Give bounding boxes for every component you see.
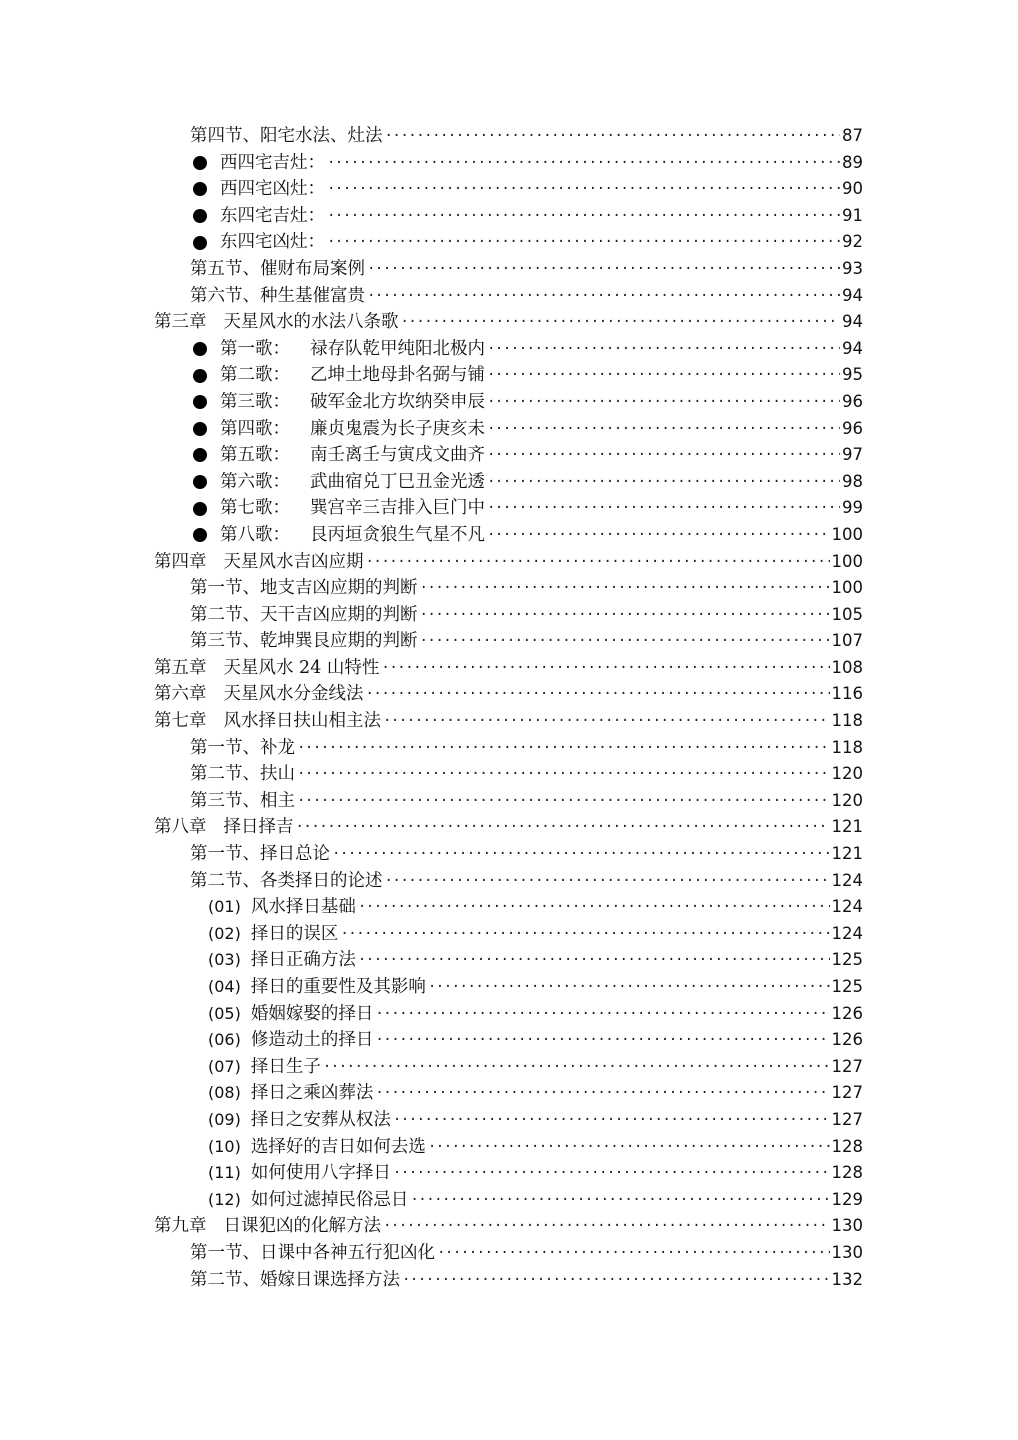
toc-entry-page: 124 (831, 870, 863, 890)
bullet-icon (193, 156, 207, 170)
dot-leader (402, 1267, 830, 1294)
toc-entry-label: 第六歌： (220, 471, 290, 492)
toc-entry-label: 第一歌： (220, 338, 290, 359)
toc-entry (0, 735, 1018, 762)
toc-entry-title: 第二节、扶山 (190, 764, 295, 785)
toc-entry (0, 309, 1018, 336)
toc-entry (0, 229, 1018, 256)
dot-leader (358, 894, 830, 921)
toc-entry-title: 修造动土的择日 (250, 1030, 374, 1051)
toc-entry-title: 西四宅凶灶： (220, 179, 325, 200)
dot-leader (381, 655, 829, 682)
toc-entry (0, 1001, 1018, 1028)
toc-entry (0, 389, 1018, 416)
toc-entry (0, 894, 1018, 921)
dot-leader (393, 1160, 830, 1187)
dot-leader (367, 256, 840, 283)
toc-entry-title: 禄存队乾甲纯阳北极内 (310, 338, 485, 359)
toc-entry (0, 256, 1018, 283)
toc-entry-page: 118 (831, 711, 863, 731)
bullet-icon (193, 395, 207, 409)
toc-entry-page: 107 (831, 631, 863, 651)
toc-entry-page: 132 (831, 1269, 863, 1289)
toc-entry (0, 974, 1018, 1001)
toc-entry (0, 176, 1018, 203)
toc-entry-page: 121 (831, 817, 863, 837)
toc-entry-label: 第九章 (154, 1216, 207, 1237)
dot-leader (340, 921, 829, 948)
toc-entry-page: 105 (831, 604, 863, 624)
toc-entry-title: 第二节、各类择日的论述 (190, 870, 383, 891)
dot-leader (487, 469, 840, 496)
toc-entry-page: 98 (842, 471, 863, 491)
toc-entry (0, 1107, 1018, 1134)
toc-entry-title: 第一节、日课中各神五行犯凶化 (190, 1242, 435, 1263)
toc-entry-title: 第二节、天干吉凶应期的判断 (190, 604, 418, 625)
toc-entry-page: 87 (842, 126, 863, 145)
dot-leader (428, 1134, 830, 1161)
toc-entry-page: 90 (842, 179, 863, 199)
toc-entry-title: 择日之乘凶葬法 (250, 1083, 374, 1104)
toc-entry (0, 495, 1018, 522)
toc-entry-label: 第六章 (154, 684, 207, 705)
dot-leader (410, 1187, 829, 1214)
toc-entry (0, 921, 1018, 948)
toc-entry-page: 94 (842, 285, 863, 305)
toc-entry-page: 96 (842, 391, 863, 411)
toc-entry-title: 择日生子 (250, 1056, 321, 1077)
toc-entry (0, 1213, 1018, 1240)
toc-entry (0, 150, 1018, 177)
toc-entry-page: 120 (831, 764, 863, 784)
toc-entry (0, 1240, 1018, 1267)
toc-entry-page: 97 (842, 445, 863, 465)
toc-entry (0, 681, 1018, 708)
toc-entry-title: 天星风水分金线法 (223, 684, 364, 705)
toc-entry-page: 124 (831, 923, 863, 943)
toc-entry-page: 127 (831, 1083, 863, 1103)
toc-entry-title: 第一节、择日总论 (190, 844, 330, 865)
dot-leader (420, 575, 830, 602)
toc-entry-label: 第二歌： (220, 365, 290, 386)
dot-leader (327, 229, 840, 256)
toc-entry (0, 203, 1018, 230)
toc-entry-number: (06) (208, 1030, 241, 1050)
bullet-icon (193, 502, 207, 516)
dot-leader (393, 1107, 830, 1134)
toc-entry-page: 93 (842, 258, 863, 278)
toc-entry-page: 125 (831, 950, 863, 970)
dot-leader (375, 1027, 829, 1054)
toc-entry (0, 628, 1018, 655)
toc-entry-label: 第五歌： (220, 445, 290, 466)
toc-entry-page: 95 (842, 365, 863, 385)
dot-leader (332, 841, 830, 868)
toc-entry-title: 第三节、乾坤巽艮应期的判断 (190, 631, 418, 652)
toc-entry-title: 择日择吉 (223, 817, 294, 838)
toc-entry (0, 1267, 1018, 1294)
toc-entry (0, 602, 1018, 629)
toc-entry (0, 416, 1018, 443)
toc-entry-title: 破军金北方坎纳癸申辰 (310, 391, 485, 412)
bullet-icon (193, 369, 207, 383)
toc-entry-title: 如何过滤掉民俗忌日 (250, 1189, 409, 1210)
toc-entry (0, 1054, 1018, 1081)
dot-leader (323, 1054, 830, 1081)
toc-entry-title: 第五节、催财布局案例 (190, 258, 365, 279)
bullet-icon (193, 236, 207, 250)
toc-entry-label: 第三歌： (220, 391, 290, 412)
toc-entry-page: 127 (831, 1056, 863, 1076)
dot-leader (487, 522, 830, 549)
toc-entry-title: 廉贞鬼震为长子庚亥未 (310, 418, 485, 439)
dot-leader (437, 1240, 830, 1267)
toc-entry-number: (10) (208, 1136, 241, 1156)
toc-entry-title: 择日之安葬从权法 (250, 1109, 391, 1130)
toc-entry-title: 第二节、婚嫁日课选择方法 (190, 1269, 400, 1290)
toc-entry-title: 择日的重要性及其影响 (250, 977, 426, 997)
toc-entry-title: 择日的误区 (250, 923, 339, 944)
bullet-icon (193, 475, 207, 489)
toc-entry (0, 1080, 1018, 1107)
dot-leader (375, 1080, 829, 1107)
toc-entry-page: 128 (831, 1136, 863, 1156)
dot-leader (366, 681, 830, 708)
toc-entry (0, 655, 1018, 682)
toc-entry (0, 947, 1018, 974)
toc-entry (0, 841, 1018, 868)
toc-entry-title: 选择好的吉日如何去选 (250, 1136, 426, 1157)
toc-entry-page: 130 (831, 1242, 863, 1262)
toc-entry-title: 第三节、相主 (190, 790, 295, 811)
dot-leader (487, 389, 840, 416)
toc-entry-page: 100 (831, 551, 863, 571)
toc-entry-title: 东四宅吉灶： (220, 205, 325, 226)
toc-entry-page: 100 (831, 578, 863, 598)
toc-entry-number: (01) (208, 897, 241, 917)
toc-entry-number: (04) (208, 977, 241, 996)
toc-entry-page: 118 (831, 737, 863, 757)
toc-entry-page: 124 (831, 897, 863, 917)
bullet-icon (193, 342, 207, 356)
toc-entry-title: 天星风水吉凶应期 (223, 551, 364, 572)
toc-entry-title: 婚姻嫁娶的择日 (250, 1003, 374, 1024)
table-of-contents (0, 123, 1018, 1293)
toc-entry-page: 99 (842, 498, 863, 518)
dot-leader (487, 416, 840, 443)
toc-entry-title: 天星风水的水法八条歌 (223, 312, 399, 333)
toc-entry (0, 549, 1018, 576)
toc-entry-number: (02) (208, 923, 241, 943)
toc-entry-page: 129 (831, 1189, 863, 1209)
dot-leader (367, 283, 840, 310)
toc-entry-title: 第一节、补龙 (190, 737, 295, 758)
toc-entry (0, 283, 1018, 310)
toc-entry-title: 南壬离壬与寅戌文曲齐 (310, 445, 485, 466)
bullet-icon (193, 209, 207, 223)
toc-entry-page: 94 (842, 312, 863, 332)
dot-leader (487, 336, 840, 363)
toc-entry-title: 乙坤土地母卦名弼与铺 (310, 365, 485, 386)
bullet-icon (193, 422, 207, 436)
toc-entry (0, 336, 1018, 363)
toc-entry (0, 575, 1018, 602)
bullet-icon (193, 182, 207, 196)
toc-entry-page: 126 (831, 1003, 863, 1023)
toc-entry-title: 西四宅吉灶： (220, 152, 325, 173)
toc-entry-page: 100 (831, 524, 863, 544)
bullet-icon (193, 528, 207, 542)
toc-entry-page: 125 (831, 977, 863, 996)
toc-entry-title: 艮丙垣贪狼生气星不凡 (310, 524, 485, 545)
toc-entry (0, 442, 1018, 469)
toc-entry-number: (12) (208, 1189, 241, 1209)
toc-entry-label: 第五章 (154, 657, 207, 678)
toc-entry-page: 116 (831, 684, 863, 704)
toc-entry-title: 日课犯凶的化解方法 (223, 1216, 381, 1237)
dot-leader (327, 150, 840, 177)
toc-entry-label: 第四歌： (220, 418, 290, 439)
toc-entry (0, 708, 1018, 735)
toc-entry-title: 第六节、种生基催富贵 (190, 285, 365, 306)
toc-entry-label: 第八章 (154, 817, 207, 838)
toc-entry (0, 761, 1018, 788)
toc-entry-page: 108 (831, 657, 863, 677)
toc-entry-page: 91 (842, 205, 863, 225)
toc-entry-page: 128 (831, 1163, 863, 1183)
toc-entry-page: 130 (831, 1216, 863, 1236)
toc-entry (0, 522, 1018, 549)
toc-entry-title: 择日正确方法 (250, 950, 356, 971)
toc-entry-label: 第三章 (154, 312, 207, 333)
toc-entry-title: 天星风水 24 山特性 (223, 657, 380, 678)
toc-entry-page: 127 (831, 1109, 863, 1129)
toc-entry-title: 第一节、地支吉凶应期的判断 (190, 578, 418, 599)
toc-entry-label: 第四章 (154, 551, 207, 572)
toc-entry-page: 92 (842, 232, 863, 252)
dot-leader (385, 123, 841, 150)
dot-leader (358, 947, 830, 974)
dot-leader (327, 176, 840, 203)
dot-leader (296, 814, 830, 841)
dot-leader (297, 761, 830, 788)
toc-entry-number: (08) (208, 1083, 241, 1103)
toc-entry-page: 120 (831, 790, 863, 810)
toc-entry-page: 121 (831, 844, 863, 864)
bullet-icon (193, 448, 207, 462)
toc-entry-title: 巽宫辛三吉排入巨门中 (310, 498, 485, 519)
dot-leader (375, 1001, 829, 1028)
toc-entry-number: (03) (208, 950, 241, 970)
dot-leader (385, 868, 830, 895)
toc-entry-label: 第八歌： (220, 524, 290, 545)
toc-entry (0, 1134, 1018, 1161)
toc-entry-label: 第七歌： (220, 498, 290, 519)
dot-leader (420, 628, 830, 655)
toc-entry-page: 94 (842, 338, 863, 358)
toc-entry-title: 风水择日基础 (250, 897, 356, 918)
toc-entry (0, 1160, 1018, 1187)
toc-entry (0, 868, 1018, 895)
dot-leader (401, 309, 841, 336)
toc-entry-label: 第七章 (154, 711, 207, 732)
dot-leader (383, 1213, 830, 1240)
toc-entry-number: (05) (208, 1003, 241, 1023)
toc-entry (0, 1027, 1018, 1054)
toc-entry (0, 362, 1018, 389)
toc-entry-number: (11) (208, 1163, 241, 1183)
toc-entry-number: (09) (208, 1109, 241, 1129)
dot-leader (487, 442, 840, 469)
toc-entry-page: 126 (831, 1030, 863, 1050)
toc-entry-page: 89 (842, 152, 863, 172)
toc-entry-page: 96 (842, 418, 863, 438)
dot-leader (420, 602, 830, 629)
toc-entry (0, 814, 1018, 841)
dot-leader (487, 495, 840, 522)
dot-leader (327, 203, 840, 230)
toc-entry (0, 123, 1018, 150)
toc-entry (0, 469, 1018, 496)
dot-leader (487, 362, 840, 389)
toc-entry-title: 风水择日扶山相主法 (223, 711, 381, 732)
toc-entry (0, 788, 1018, 815)
toc-entry-title: 第四节、阳宅水法、灶法 (190, 126, 383, 146)
toc-entry-title: 东四宅凶灶： (220, 232, 325, 253)
toc-entry (0, 1187, 1018, 1214)
dot-leader (428, 974, 830, 1001)
dot-leader (297, 735, 830, 762)
toc-entry-title: 如何使用八字择日 (250, 1163, 391, 1184)
dot-leader (366, 549, 830, 576)
dot-leader (383, 708, 830, 735)
dot-leader (297, 788, 830, 815)
toc-entry-number: (07) (208, 1056, 241, 1076)
toc-entry-title: 武曲宿兑丁巳丑金光透 (310, 471, 485, 492)
